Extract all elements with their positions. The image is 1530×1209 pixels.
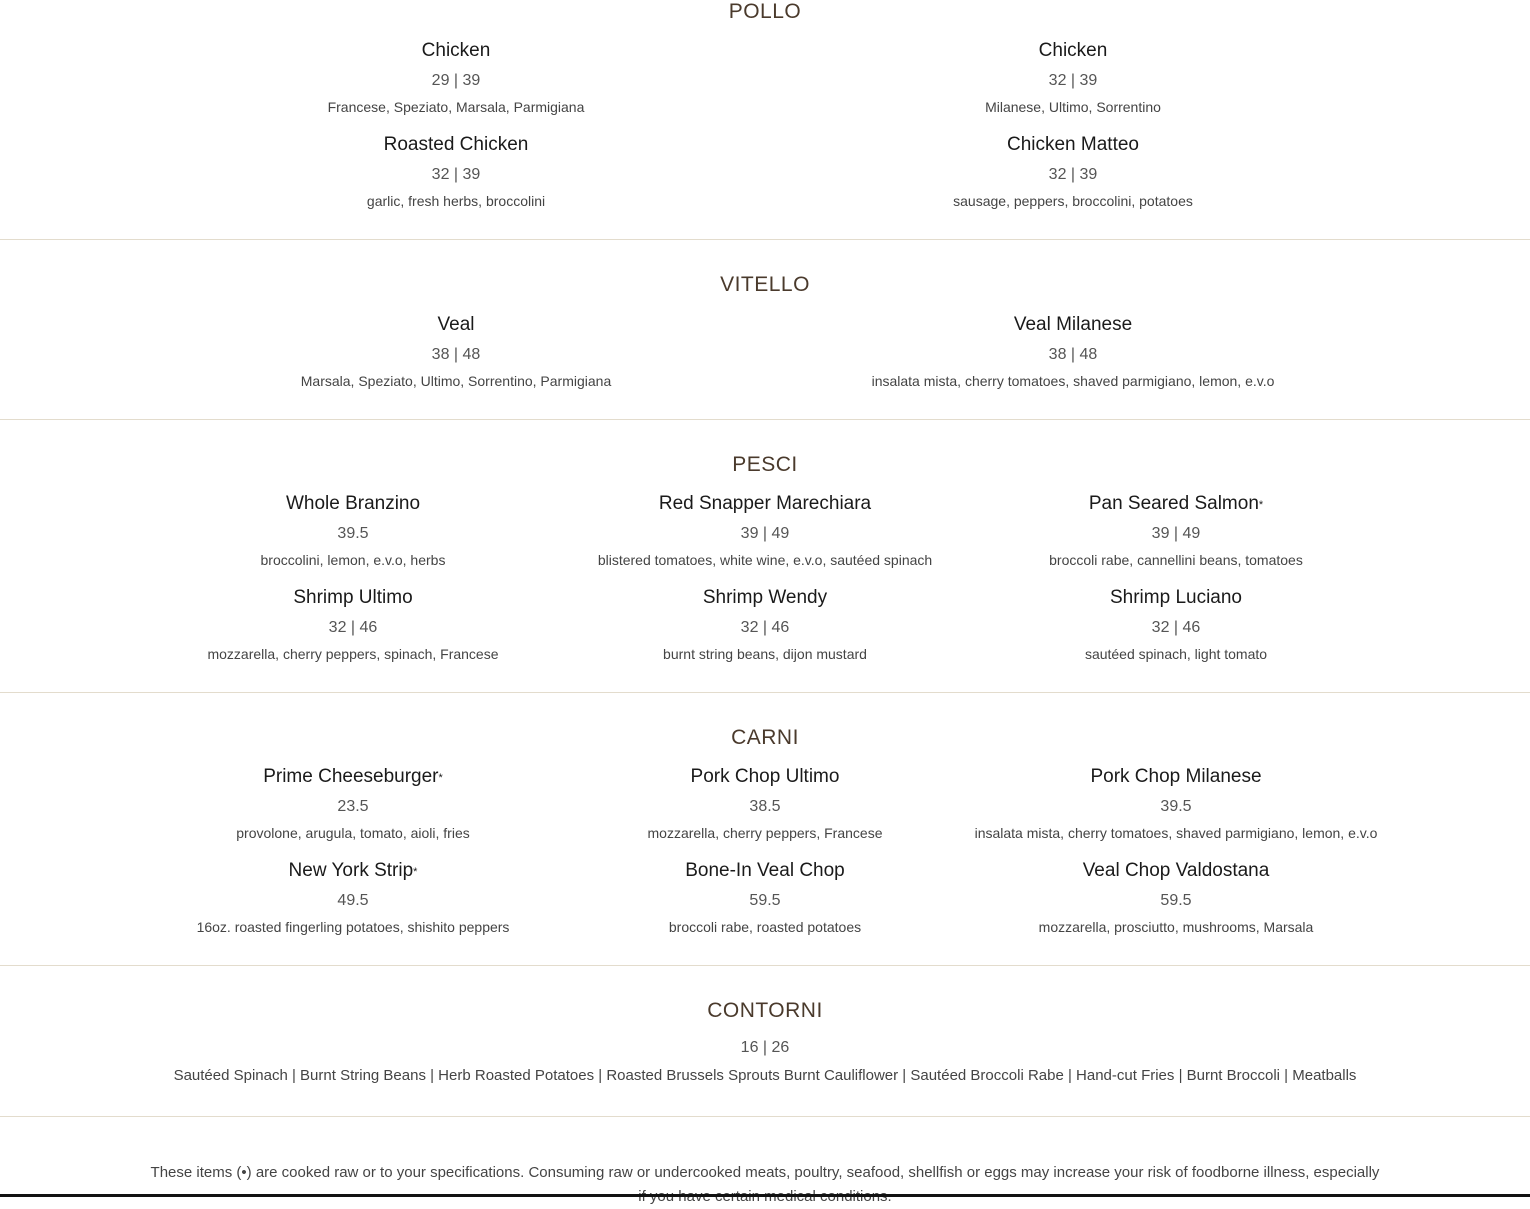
item-name: Bone-In Veal Chop [685,860,845,881]
item-price: 32 | 39 [1048,72,1098,89]
item-price: 32 | 39 [1048,166,1098,183]
item-name: Chicken [421,40,491,61]
item-name [896,492,1456,516]
item-description: burnt string beans, dijon mustard [663,646,867,662]
section-divider [0,1116,1530,1117]
contorni-list: Sautéed Spinach | Burnt String Beans | Herb Roasted Potatoes | Roasted Brussels Sprouts Burnt Cauliflower | Sautéed Broccoli Rabe | Hand-cut Fries | Burnt Broccoli | Meatballs [173,1067,1357,1084]
item-price: 59.5 [1160,892,1192,909]
section-title-contorni: CONTORNI [707,999,823,1022]
item-name: Chicken Matteo [1006,134,1139,155]
item-description: mozzarella, prosciutto, mushrooms, Marsala [1038,919,1314,935]
menu-item [896,859,1456,936]
item-price: 32 | 46 [1151,619,1201,636]
item-price: 38 | 48 [431,346,481,363]
item-description: mozzarella, cherry peppers, Francese [647,825,883,841]
item-description: broccoli rabe, cannellini beans, tomatoes [1049,552,1303,568]
item-name: Chicken [1038,40,1108,61]
item-description: broccoli rabe, roasted potatoes [668,919,862,935]
menu-item [793,313,1353,390]
raw-food-notice: These items (•) are cooked raw or to your specifications. Consuming raw or undercooked meats, poultry, seafood, shellfish or eggs may increase your risk of foodborne illness, especially [150,1164,1380,1181]
menu-item [176,313,736,390]
contorni-price: 16 | 26 [740,1039,790,1056]
item-name: Roasted Chicken [383,134,529,155]
item-price: 29 | 39 [431,72,481,89]
item-description: sautéed spinach, light tomato [1084,646,1268,662]
item-description: garlic, fresh herbs, broccolini [366,193,546,209]
item-name-text: New York Strip [288,860,414,881]
item-name: Pork Chop Ultimo [690,766,840,787]
menu-item [793,39,1353,116]
item-price: 23.5 [337,798,369,815]
menu-item [176,133,736,210]
item-description: mozzarella, cherry peppers, spinach, Francese [207,646,499,662]
item-price: 39 | 49 [1151,525,1201,542]
section-title-vitello: VITELLO [720,273,810,296]
item-price: 49.5 [337,892,369,909]
menu-item [896,492,1456,569]
item-price: 32 | 39 [431,166,481,183]
section-title-pollo: POLLO [728,0,802,23]
raw-marker: * [413,866,418,878]
item-description: 16oz. roasted fingerling potatoes, shishito peppers [196,919,510,935]
section-divider [0,239,1530,240]
item-name: Shrimp Ultimo [293,587,413,608]
item-description: insalata mista, cherry tomatoes, shaved parmigiano, lemon, e.v.o [871,373,1275,389]
item-description: Francese, Speziato, Marsala, Parmigiana [327,99,585,115]
item-description: Marsala, Speziato, Ultimo, Sorrentino, Parmigiana [300,373,612,389]
item-description: insalata mista, cherry tomatoes, shaved parmigiano, lemon, e.v.o [974,825,1378,841]
item-price: 39 | 49 [740,525,790,542]
item-name: Veal Chop Valdostana [1082,860,1270,881]
item-name: Red Snapper Marechiara [658,493,872,514]
menu-item [896,765,1456,842]
section-title-pesci: PESCI [732,453,798,476]
section-divider [0,692,1530,693]
menu-item [176,39,736,116]
item-price: 38.5 [749,798,781,815]
raw-marker: * [1258,499,1264,511]
section-title-carni: CARNI [731,726,799,749]
item-description: broccolini, lemon, e.v.o, herbs [260,552,446,568]
item-price: 32 | 46 [328,619,378,636]
item-name: Veal Milanese [1013,314,1133,335]
item-description: sausage, peppers, broccolini, potatoes [953,193,1193,209]
item-name: Shrimp Luciano [1109,587,1243,608]
item-name: Veal [437,314,475,335]
section-divider [0,965,1530,966]
item-name: Pork Chop Milanese [1090,766,1262,787]
item-description: provolone, arugula, tomato, aioli, fries [236,825,470,841]
raw-marker: * [438,772,443,784]
item-name-text: Prime Cheeseburger [263,766,439,787]
menu-item [896,586,1456,663]
item-name: Whole Branzino [285,493,421,514]
item-name: Shrimp Wendy [702,587,828,608]
item-price: 59.5 [749,892,781,909]
item-name-text: Pan Seared Salmon [1088,493,1259,514]
item-description: Milanese, Ultimo, Sorrentino [985,99,1161,115]
item-price: 39.5 [1160,798,1192,815]
item-price: 32 | 46 [740,619,790,636]
item-price: 39.5 [337,525,369,542]
section-divider [0,419,1530,420]
menu-item [793,133,1353,210]
item-price: 38 | 48 [1048,346,1098,363]
item-description: blistered tomatoes, white wine, e.v.o, sautéed spinach [597,552,933,568]
